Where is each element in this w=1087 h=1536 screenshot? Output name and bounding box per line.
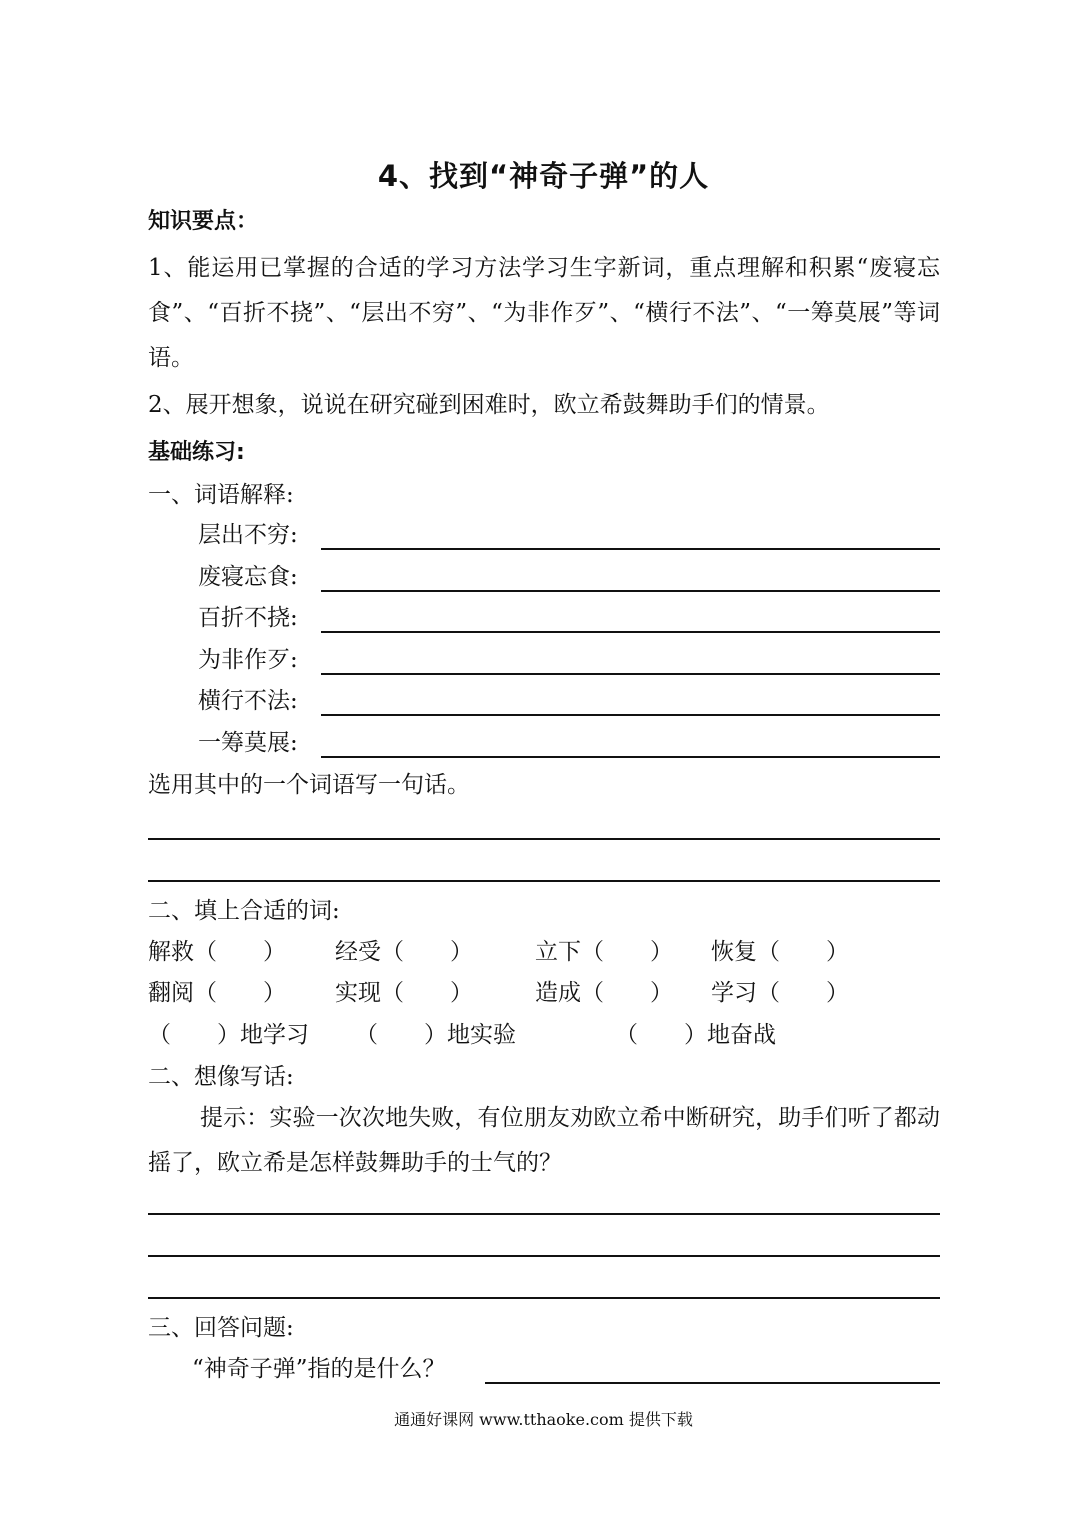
answer-line[interactable] — [321, 548, 940, 550]
section-writing-title: 二、想像写话: — [148, 1064, 294, 1090]
knowledge-point-2: 2、展开想象，说说在研究碰到困难时，欧立希鼓舞助手们的情景。 — [148, 392, 830, 418]
answer-line[interactable] — [321, 631, 940, 633]
fill-blank-item[interactable]: 经受（ ） — [335, 939, 473, 965]
section-fill-title: 二、填上合适的词: — [148, 898, 340, 924]
vocab-term: 百折不挠: — [198, 605, 298, 631]
fill-blank-item[interactable]: 立下（ ） — [535, 939, 673, 965]
knowledge-point-1: 1、能运用已掌握的合适的学习方法学习生字新词，重点理解和积累“废寝忘食”、“百折不挠”、“层出不穷”、“为非作歹”、“横行不法”、“一筹莫展”等词语。 — [148, 255, 940, 371]
vocab-row — [198, 728, 940, 758]
writing-line[interactable] — [148, 1297, 940, 1299]
sentence-prompt: 选用其中的一个词语写一句话。 — [148, 772, 470, 798]
writing-line[interactable] — [148, 880, 940, 882]
fill-blank-item[interactable]: 解救（ ） — [148, 939, 286, 965]
answer-line[interactable] — [321, 590, 940, 592]
writing-prompt: 提示：实验一次次地失败，有位朋友劝欧立希中断研究，助手们听了都动摇了，欧立希是怎样鼓舞助手的士气的？ — [148, 1105, 940, 1176]
vocab-row — [198, 520, 940, 550]
vocab-term: 废寝忘食: — [198, 564, 298, 590]
vocab-row — [198, 645, 940, 675]
fill-blank-item[interactable]: 恢复（ ） — [711, 939, 849, 965]
vocab-term: 一筹莫展: — [198, 730, 298, 756]
answer-line[interactable] — [321, 756, 940, 758]
answer-line[interactable] — [321, 714, 940, 716]
fill-blank-item[interactable]: 造成（ ） — [535, 980, 673, 1006]
answer-line[interactable] — [321, 673, 940, 675]
section-question-title: 三、回答问题: — [148, 1315, 294, 1341]
vocab-term: 横行不法: — [198, 688, 298, 714]
writing-line[interactable] — [148, 1255, 940, 1257]
writing-line[interactable] — [148, 838, 940, 840]
writing-line[interactable] — [148, 1213, 940, 1215]
vocab-row — [198, 603, 940, 633]
vocab-row — [198, 562, 940, 592]
fill-blank-item[interactable]: 翻阅（ ） — [148, 980, 286, 1006]
fill-blank-item[interactable]: （ ）地奋战 — [615, 1022, 776, 1048]
page-title: 4、找到“神奇子弹”的人 — [377, 159, 710, 193]
fill-blank-item[interactable]: （ ）地学习 — [148, 1022, 309, 1048]
vocab-row — [198, 686, 940, 716]
fill-blank-item[interactable]: 实现（ ） — [335, 980, 473, 1006]
question-text: “神奇子弹”指的是什么？ — [192, 1356, 446, 1382]
answer-line[interactable] — [485, 1382, 940, 1384]
knowledge-heading: 知识要点： — [148, 209, 259, 234]
footer-credit: 通通好课网 www.tthaoke.com 提供下载 — [394, 1410, 693, 1429]
section-vocab-title: 一、词语解释: — [148, 482, 294, 508]
fill-blank-item[interactable]: （ ）地实验 — [355, 1022, 516, 1048]
vocab-term: 层出不穷: — [198, 522, 298, 548]
practice-heading: 基础练习: — [148, 440, 245, 465]
fill-blank-item[interactable]: 学习（ ） — [711, 980, 849, 1006]
vocab-term: 为非作歹: — [198, 647, 298, 673]
